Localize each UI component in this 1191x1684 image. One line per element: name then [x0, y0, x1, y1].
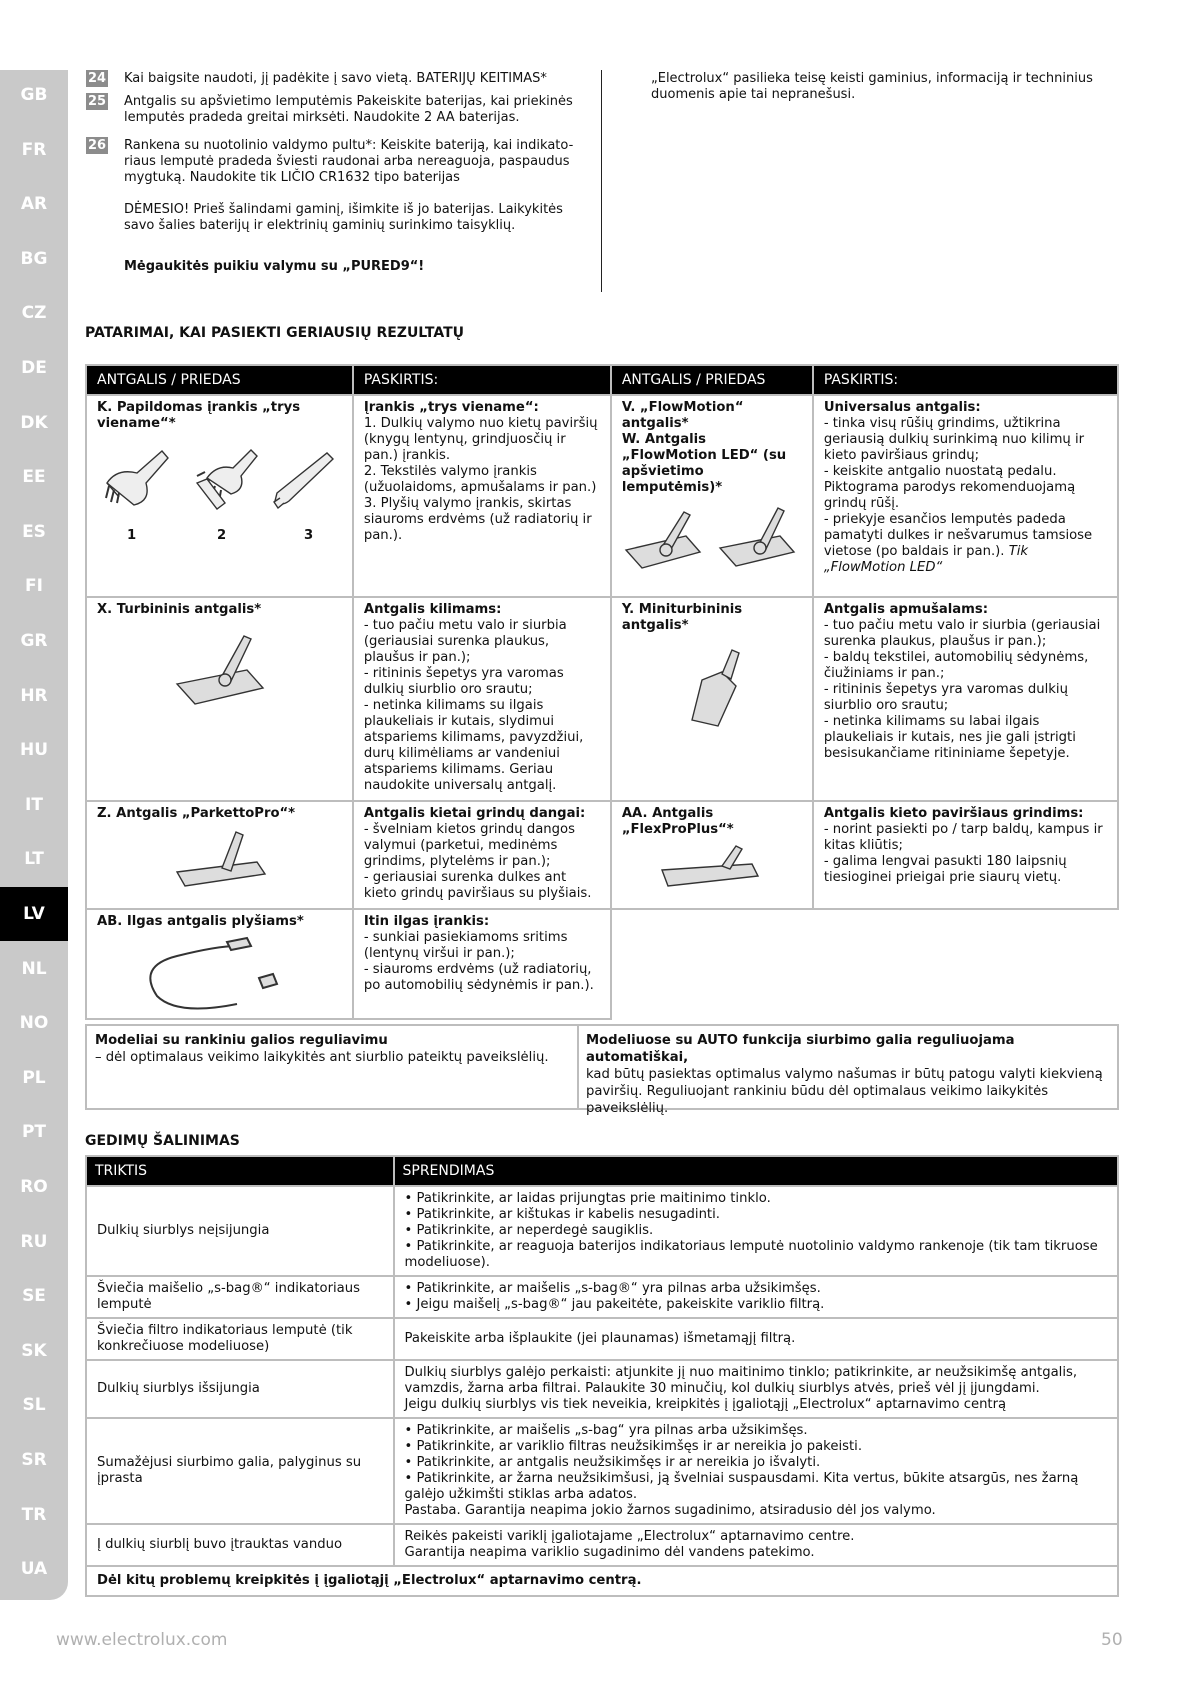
tips-title: PATARIMAI, KAI PASIEKTI GERIAUSIŲ REZULTATŲ: [85, 325, 465, 341]
purpose-cell-ab: [353, 909, 611, 1019]
table-row: [86, 1186, 1118, 1276]
language-tab-no[interactable]: NO: [19, 1013, 49, 1034]
manual-mode-title: Modeliai su rankiniu galios reguliavimu: [95, 1033, 388, 1048]
flowmotion-nozzle-illustration: [622, 502, 802, 574]
tool-label-3: 3: [304, 528, 314, 543]
troubleshooting-table: [85, 1155, 1119, 1597]
purpose-title-z: Antgalis kietai grindų dangai:: [363, 806, 586, 821]
purpose-note-v: Tik „FlowMotion LED“: [823, 544, 1029, 575]
language-tab-lt[interactable]: LT: [24, 849, 44, 870]
language-tab-sl[interactable]: SL: [22, 1395, 46, 1416]
language-tab-fr[interactable]: FR: [21, 139, 47, 160]
manual-mode-body: – dėl optimalaus veikimo laikykitės ant siurblio pateiktų paveikslėlių.: [95, 1050, 549, 1065]
mini-turbo-nozzle-illustration: [622, 640, 797, 740]
purpose-cell-v: [813, 395, 1118, 597]
language-tab-ru[interactable]: RU: [20, 1231, 48, 1252]
language-tab-cz[interactable]: CZ: [21, 303, 47, 324]
tool-name-z: Z. Antgalis „ParkettoPro“*: [97, 806, 296, 821]
purpose-title-ab: Itin ilgas įrankis:: [363, 914, 490, 929]
parketto-nozzle-illustration: [97, 828, 337, 898]
language-tab-es[interactable]: ES: [22, 521, 46, 542]
fault-header: TRIKTIS: [86, 1156, 394, 1186]
tips-row: [86, 597, 1118, 801]
language-tab-hu[interactable]: HU: [19, 740, 49, 761]
fault-cell: Šviečia filtro indikatoriaus lemputė (tik konkrečiuose modeliuose): [86, 1318, 394, 1360]
language-tab-bg[interactable]: BG: [20, 248, 48, 269]
step-number-25: 25: [87, 94, 107, 109]
language-tab-hr[interactable]: HR: [20, 685, 48, 706]
solution-cell: Pakeiskite arba išplaukite (jei plaunamas) išmetamąjį filtrą.: [394, 1318, 1119, 1360]
column-divider: [601, 70, 602, 292]
tips-header-tool-1: ANTGALIS / PRIEDAS: [86, 365, 353, 395]
purpose-cell-x: [353, 597, 611, 801]
fault-cell: Sumažėjusi siurbimo galia, palyginus su įprasta: [86, 1418, 394, 1524]
language-tab-pt[interactable]: PT: [21, 1122, 47, 1143]
tool-name-k: K. Papildomas įrankis „trys viename“*: [97, 400, 301, 431]
tips-table: [85, 364, 1119, 1020]
language-tab-gb[interactable]: GB: [20, 85, 48, 105]
solution-cell: Dulkių siurblys galėjo perkaisti: atjunkite jį nuo maitinimo tinklo; patikrinkite, ar neužsikimšę antgalis, vamzdis, žarna arba filtrai. Palaukite 30 minučių, kol dulkių siurblys atvės, prieš vėl jį įjungdami. Jeigu dulkių siurblys vis tiek neveikia, kreipkitės į įgaliotąjį „Electrolux“ aptarnavimo centrą: [394, 1360, 1119, 1418]
solution-header: SPRENDIMAS: [394, 1156, 1119, 1186]
language-tab-pl[interactable]: PL: [22, 1067, 46, 1088]
table-row: [86, 1418, 1118, 1524]
purpose-body-v: - tinka visų rūšių grindims, užtikrina geriausią dulkių surinkimą nuo kilimų ir kieto paviršiaus grindų; - keiskite antgalio nuostatą pedalu. Piktograma parodys rekomenduojamą grindų rūšį. - priekyje esančios lemputės padeda pamatyti dulkes ir nešvarumus tamsiose vietose (po baldais ir pan.).: [823, 416, 1093, 559]
fault-cell: Dulkių siurblys išsijungia: [86, 1360, 394, 1418]
battery-warning: DĖMESIO! Prieš šalindami gaminį, išimkite iš jo baterijas. Laikykitės savo šalies baterijų ir elektrinių gaminių surinkimo taisyklių.: [124, 202, 563, 233]
auto-mode-note: [586, 1032, 1106, 1117]
tips-row: [86, 909, 1118, 1019]
purpose-cell-z: [353, 801, 611, 909]
tool-name-x: X. Turbininis antgalis*: [97, 602, 262, 617]
troubleshooting-footer-row: [86, 1566, 1118, 1596]
auto-mode-body: kad būtų pasiektas optimalus valymo našumas ir būtų patogu valyti kiekvieną paviršių. Reguliuojant rankiniu būdu dėl optimalaus veikimo laikykitės paveikslėlių.: [586, 1067, 1103, 1116]
tips-header-tool-2: ANTGALIS / PRIEDAS: [611, 365, 813, 395]
tool-cell-z: [86, 801, 353, 909]
long-crevice-tool-illustration: [97, 936, 337, 1012]
tool-cell-x: [86, 597, 353, 801]
rights-note: „Electrolux“ pasilieka teisę keisti gaminius, informaciją ir techninius duomenis apie tai nepranešusi.: [651, 71, 1093, 102]
fault-cell: Į dulkių siurblį buvo įtrauktas vanduo: [86, 1524, 394, 1566]
purpose-body-z: - švelniam kietos grindų dangos valymui (parketui, medinėms grindims, plytelėms ir pan.); - geriausiai surenka dulkes ant kieto grindų paviršiaus su plyšiais.: [363, 822, 592, 901]
enjoy-message: Mėgaukitės puikiu valymu su „PURED9“!: [124, 259, 425, 274]
tips-header-purpose-1: PASKIRTIS:: [353, 365, 611, 395]
purpose-title-x: Antgalis kilimams:: [363, 602, 502, 617]
language-tab-tr[interactable]: TR: [21, 1504, 47, 1525]
tips-header-row: [86, 365, 1118, 395]
purpose-title-aa: Antgalis kieto paviršiaus grindims:: [823, 806, 1084, 821]
purpose-body-y: - tuo pačiu metu valo ir siurbia (geriausiai surenka plaukus, plaušus ir pan.); - baldų tekstilei, automobilių sėdynėms, čiužiniams ir pan.; - ritininis šepetys yra varomas dulkių siurblio oro srautu; - netinka kilimams su labai ilgais plaukeliais ir kutais, nes jie gali įstrigti besisukančiame ritininiame šepetyje.: [823, 618, 1101, 761]
language-tab-it[interactable]: IT: [25, 794, 43, 815]
language-tab-dk[interactable]: DK: [20, 412, 48, 433]
tool-cell-k: [86, 395, 353, 597]
language-tab-fi[interactable]: FI: [25, 576, 43, 597]
step-text-26: Rankena su nuotolinio valdymo pultu*: Keiskite bateriją, kai indikato-riaus lemputė pradeda šviesti raudonai arba nereaguoja, paspaudus mygtuką. Naudokite tik LIČIO CR1632 tipo baterijas: [124, 138, 574, 185]
solution-cell: • Patikrinkite, ar maišelis „s-bag®“ yra pilnas arba užsikimšęs. • Jeigu maišelį „s-bag®“ jau pakeitėte, pakeiskite variklio filtrą.: [394, 1276, 1119, 1318]
power-modes-box: [85, 1024, 1119, 1116]
three-in-one-tool-illustration: [97, 438, 337, 528]
tool-name-y: Y. Miniturbininis antgalis*: [621, 602, 743, 633]
language-tab-de[interactable]: DE: [21, 358, 47, 378]
purpose-cell-aa: [813, 801, 1118, 909]
tool-name-v: V. „FlowMotion“ antgalis* W. Antgalis „FlowMotion LED“ (su apšvietimo lemputėmis)*: [621, 400, 787, 495]
contact-service-note: Dėl kitų problemų kreipkitės į įgaliotąjį „Electrolux“ aptarnavimo centrą.: [86, 1566, 1118, 1596]
table-row: [86, 1524, 1118, 1566]
table-row: [86, 1276, 1118, 1318]
page-number: 50: [1101, 1630, 1123, 1650]
language-tab-ar[interactable]: AR: [20, 194, 48, 215]
language-tab-gr[interactable]: GR: [20, 631, 48, 651]
step-number-24: 24: [87, 71, 107, 86]
footer-url: www.electrolux.com: [56, 1630, 228, 1650]
tool-label-2: 2: [217, 528, 227, 543]
turbo-nozzle-illustration: [97, 624, 337, 724]
tips-header-purpose-2: PASKIRTIS:: [813, 365, 1118, 395]
purpose-body-aa: - norint pasiekti po / tarp baldų, kampus ir kitas kliūtis; - galima lengvai pasukti 180 laipsnių tiesioginei prieigai prie siaurų vietų.: [823, 822, 1103, 885]
fault-cell: Šviečia maišelio „s-bag®“ indikatoriaus lemputė: [86, 1276, 394, 1318]
purpose-body-k: 1. Dulkių valymo nuo kietų paviršių (knygų lentynų, grindjuosčių ir pan.) įrankis. 2. Tekstilės valymo įrankis (užuolaidoms, apmušalams ir pan.) 3. Plyšių valymo įrankis, skirtas siauroms erdvėms (už radiatorių ir pan.).: [363, 416, 598, 543]
fault-cell: Dulkių siurblys neįsijungia: [86, 1186, 394, 1276]
purpose-title-k: Įrankis „trys viename“:: [363, 400, 539, 415]
solution-cell: Reikės pakeisti variklį įgaliotajame „Electrolux“ aptarnavimo centre. Garantija neapima variklio sugadinimo dėl vandens patekimo.: [394, 1524, 1119, 1566]
troubleshooting-header-row: [86, 1156, 1118, 1186]
table-row: [86, 1360, 1118, 1418]
language-tab-ua[interactable]: UA: [20, 1559, 48, 1580]
purpose-body-ab: - sunkiai pasiekiamoms sritims (lentynų viršui ir pan.); - siauroms erdvėms (už radiatorių, po automobilių sėdynėmis ir pan.).: [363, 930, 594, 993]
auto-mode-title: Modeliuose su AUTO funkcija siurbimo galia reguliuojama automatiškai,: [586, 1033, 1015, 1065]
language-tab-ro[interactable]: RO: [20, 1177, 48, 1197]
language-tab-se[interactable]: SE: [22, 1286, 46, 1307]
table-row: [86, 1318, 1118, 1360]
language-tab-nl[interactable]: NL: [21, 958, 47, 979]
step-text-24: Kai baigsite naudoti, jį padėkite į savo vietą. BATERIJŲ KEITIMAS*: [124, 71, 547, 86]
language-tab-ee[interactable]: EE: [22, 467, 46, 488]
tips-row: [86, 395, 1118, 597]
language-tab-sk[interactable]: SK: [21, 1340, 47, 1361]
purpose-title-y: Antgalis apmušalams:: [823, 602, 989, 617]
step-text-25: Antgalis su apšvietimo lemputėmis Pakeiskite baterijas, kai priekinės lemputės pradeda greitai mirksėti. Naudokite 2 AA baterijas.: [124, 94, 573, 125]
purpose-body-x: - tuo pačiu metu valo ir siurbia (geriausiai surenka plaukus, plaušus ir pan.); - ritininis šepetys yra varomas dulkių siurblio oro srautu; - netinka kilimams su ilgais plaukeliais ir kutais, slydimui atspariems kilimams, pavyzdžiui, durų kilimėliams ar vandeniui atspariems kilimams. Geriau naudokite universalų antgalį.: [363, 618, 584, 793]
tool-label-1: 1: [127, 528, 137, 543]
language-tab-lv[interactable]: LV: [0, 887, 68, 941]
tool-cell-ab: [86, 909, 353, 1019]
purpose-cell-y: [813, 597, 1118, 801]
troubleshooting-title: GEDIMŲ ŠALINIMAS: [85, 1133, 240, 1149]
solution-cell: • Patikrinkite, ar maišelis „s-bag“ yra pilnas arba užsikimšęs. • Patikrinkite, ar variklio filtras neužsikimšęs ir ar nereikia jo pakeisti. • Patikrinkite, ar antgalis neužsikimšęs ir ar nereikia jo išvalyti. • Patikrinkite, ar žarna neužsikimšusi, ją švelniai suspausdami. Kita vertus, būkite atsargūs, nes žarną galėjo užkimšti stiklas arba adatos. Pastaba. Garantija neapima jokio žarnos sugadinimo, atsiradusio dėl jos valymo.: [394, 1418, 1119, 1524]
tips-row: [86, 801, 1118, 909]
tool-cell-v: [611, 395, 813, 597]
step-number-26: 26: [87, 138, 107, 153]
purpose-cell-k: [353, 395, 611, 597]
tool-name-ab: AB. Ilgas antgalis plyšiams*: [97, 914, 304, 929]
tool-cell-aa: [611, 801, 813, 909]
manual-mode-note: [95, 1032, 565, 1066]
solution-cell: • Patikrinkite, ar laidas prijungtas prie maitinimo tinklo. • Patikrinkite, ar kištukas ir kabelis nesugadinti. • Patikrinkite, ar neperdegė saugiklis. • Patikrinkite, ar reaguoja baterijos indikatoriaus lemputė nuotolinio valdymo rankenoje (tik tam tikruose modeliuose).: [394, 1186, 1119, 1276]
modes-divider: [577, 1026, 579, 1110]
purpose-title-v: Universalus antgalis:: [823, 400, 981, 415]
tool-name-aa: AA. Antgalis „FlexProPlus“*: [621, 806, 734, 837]
flexproplus-nozzle-illustration: [622, 844, 797, 894]
tool-cell-y: [611, 597, 813, 801]
language-tab-sr[interactable]: SR: [21, 1450, 47, 1470]
